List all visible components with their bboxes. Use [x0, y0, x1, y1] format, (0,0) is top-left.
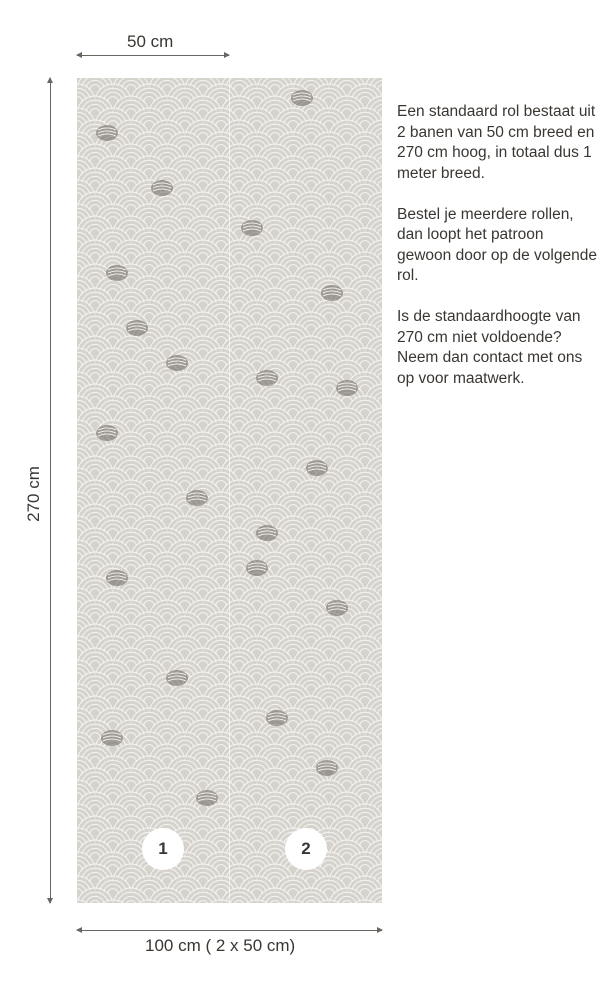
info-paragraph-standard-roll: Een standaard rol bestaat uit 2 banen van 50 cm breed en 270 cm hoog, in totaal dus 1 meter breed.: [397, 103, 596, 182]
info-text: [397, 102, 597, 410]
panel-number-badge-1: 1: [142, 828, 184, 870]
info-paragraph-custom-height: Is de standaardhoogte van 270 cm niet voldoende? Neem dan contact met ons op voor maatwerk.: [397, 308, 583, 387]
panel-seam: [229, 78, 230, 903]
total-height-label: 270 cm: [24, 466, 43, 522]
panel-number-badge-2: 2: [285, 828, 327, 870]
total-width-arrow: [77, 930, 382, 931]
wallpaper-preview: [77, 78, 382, 903]
info-paragraph-multiple-rolls: Bestel je meerdere rollen, dan loopt het patroon gewoon door op de volgende rol.: [397, 205, 597, 284]
panel-width-label: 50 cm: [127, 32, 174, 51]
total-width-label: 100 cm ( 2 x 50 cm): [145, 936, 296, 955]
total-height-arrow: [50, 78, 51, 903]
panel-width-arrow: [77, 55, 229, 56]
